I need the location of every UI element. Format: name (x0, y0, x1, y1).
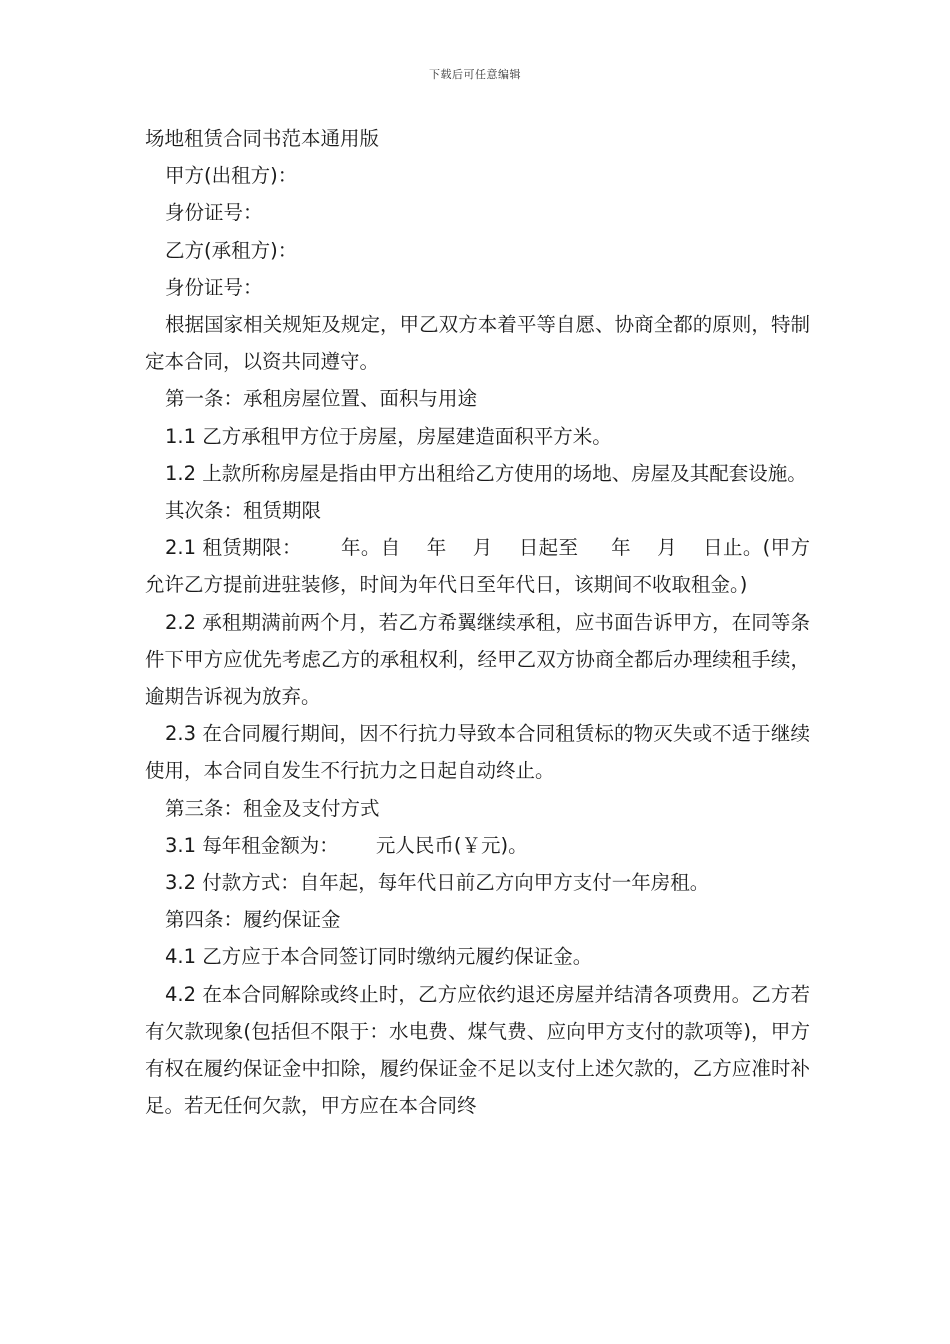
party-b-line: 乙方(承租方)： (165, 238, 298, 262)
document-title: 场地租赁合同书范本通用版 (145, 127, 380, 150)
clause-4-1: 4.1 乙方应于本合同签订同时缴纳元履约保证金。 (165, 945, 593, 969)
clause-2-2: 2.2 承租期满前两个月，若乙方希翼继续承租，应书面告诉甲方，在同等条件下甲方应优先考虑乙方的承租权利，经甲乙双方协商全都后办理续租手续，逾期告诉视为放弃。 (145, 610, 810, 709)
clause-4-2: 4.2 在本合同解除或终止时，乙方应依约退还房屋并结清各项费用。乙方若有欠款现象(包括但不限于：水电费、煤气费、应向甲方支付的款项等)，甲方有权在履约保证金中扣除，履约保证金不足以支付上述欠款的，乙方应准时补足。若无任何欠款，甲方应在本合同终 (145, 982, 810, 1118)
clause-3-1: 3.1 每年租金额为： 元人民币(￥元)。 (165, 833, 528, 857)
clause-1-2: 1.2 上款所称房屋是指由甲方出租给乙方使用的场地、房屋及其配套设施。 (165, 461, 807, 485)
party-a-line: 甲方(出租方)： (165, 164, 298, 188)
clause-2-1: 2.1 租赁期限： 年。自 年 月 日起至 年 月 日止。(甲方允许乙方提前进驻装修，时间为年代日至年代日，该期间不收取租金。) (145, 536, 810, 597)
clause-1-1: 1.1 乙方承租甲方位于房屋，房屋建造面积平方米。 (165, 424, 612, 448)
article-1-heading: 第一条：承租房屋位置、面积与用途 (165, 387, 478, 411)
article-3-heading: 第三条：租金及支付方式 (165, 796, 380, 820)
party-b-id-line: 身份证号： (165, 275, 263, 299)
article-2-heading: 其次条：租赁期限 (165, 499, 322, 523)
preamble-paragraph: 根据国家相关规矩及规定，甲乙双方本着平等自愿、协商全都的原则，特制定本合同，以资共同遵守。 (145, 313, 810, 374)
party-a-id-line: 身份证号： (165, 201, 263, 225)
header-note: 下载后可任意编辑 (429, 68, 521, 81)
document-body (145, 120, 810, 1124)
article-4-heading: 第四条：履约保证金 (165, 908, 341, 932)
clause-2-3: 2.3 在合同履行期间，因不行抗力导致本合同租赁标的物灭失或不适于继续使用，本合同自发生不行抗力之日起自动终止。 (145, 722, 810, 783)
clause-3-2: 3.2 付款方式：自年起，每年代日前乙方向甲方支付一年房租。 (165, 871, 710, 895)
